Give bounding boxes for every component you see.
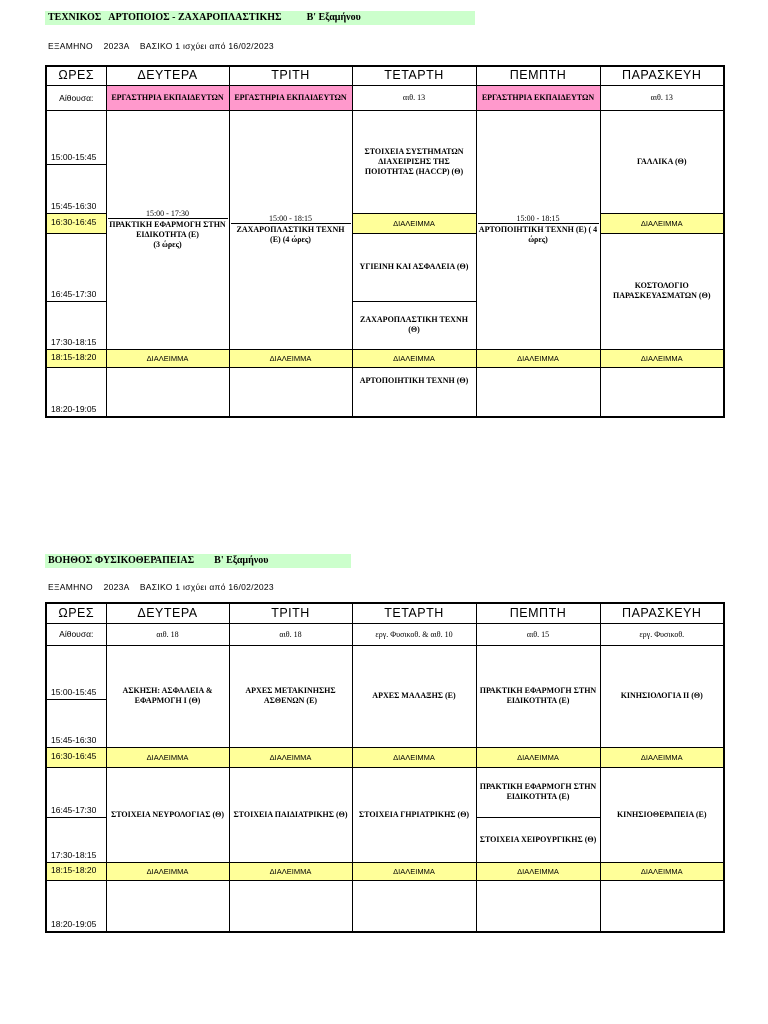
break-cell: ΔΙΑΛΕΙΜΜΑ: [600, 747, 724, 767]
class-cell: ΣΤΟΙΧΕΙΑ ΣΥΣΤΗΜΑΤΩΝ ΔΙΑΧΕΙΡΙΣΗΣ ΤΗΣ ΠΟΙΟΤΗΤΑΣ (HACCP) (Θ): [352, 110, 476, 213]
time-slot: 15:45-16:30: [46, 164, 106, 213]
class-subject: ΖΑΧΑΡΟΠΛΑΣΤΙΚΗ ΤΕΧΝΗ (Ε) (4 ώρες): [236, 225, 345, 244]
class-cell: [106, 110, 229, 349]
break-cell: ΔΙΑΛΕΙΜΜΑ: [106, 747, 229, 767]
time-slot: 16:30-16:45: [46, 747, 106, 767]
class-cell: ΠΡΑΚΤΙΚΗ ΕΦΑΡΜΟΓΗ ΣΤΗΝ ΕΙΔΙΚΟΤΗΤΑ (Ε): [476, 645, 600, 747]
break-cell: ΔΙΑΛΕΙΜΜΑ: [352, 349, 476, 367]
class-cell: ΠΡΑΚΤΙΚΗ ΕΦΑΡΜΟΓΗ ΣΤΗΝ ΕΙΔΙΚΟΤΗΤΑ (Ε): [476, 767, 600, 817]
empty-cell: [106, 367, 229, 417]
room-friday: αιθ. 13: [600, 85, 724, 110]
time-slot: 18:20-19:05: [46, 880, 106, 932]
room-thursday: αιθ. 15: [476, 623, 600, 645]
time-slot: 16:45-17:30: [46, 767, 106, 817]
class-cell: ΑΡΤΟΠΟΙΗΤΙΚΗ ΤΕΧΝΗ (Θ): [352, 367, 476, 417]
empty-cell: [229, 880, 352, 932]
class-subject: ΑΡΤΟΠΟΙΗΤΙΚΗ ΤΕΧΝΗ (Ε) ( 4 ώρες): [478, 225, 598, 244]
room-tuesday: αιθ. 18: [229, 623, 352, 645]
break-cell: ΔΙΑΛΕΙΜΜΑ: [352, 213, 476, 233]
break-cell: ΔΙΑΛΕΙΜΜΑ: [476, 862, 600, 880]
break-cell: ΔΙΑΛΕΙΜΜΑ: [106, 862, 229, 880]
header-monday: ΔΕΥΤΕΡΑ: [106, 603, 229, 623]
class-time: 15:00 - 18:15: [478, 214, 599, 224]
header-thursday: ΠΕΜΠΤΗ: [476, 66, 600, 85]
class-cell: ΣΤΟΙΧΕΙΑ ΝΕΥΡΟΛΟΓΙΑΣ (Θ): [106, 767, 229, 862]
time-slot: 15:00-15:45: [46, 110, 106, 164]
class-cell: [229, 110, 352, 349]
class-cell: ΣΤΟΙΧΕΙΑ ΠΑΙΔΙΑΤΡΙΚΗΣ (Θ): [229, 767, 352, 862]
time-slot: 18:15-18:20: [46, 349, 106, 367]
header-wednesday: ΤΕΤΑΡΤΗ: [352, 66, 476, 85]
room-friday: εργ. Φυσικοθ.: [600, 623, 724, 645]
class-cell: ΣΤΟΙΧΕΙΑ ΓΗΡΙΑΤΡΙΚΗΣ (Θ): [352, 767, 476, 862]
break-cell: ΔΙΑΛΕΙΜΜΑ: [600, 862, 724, 880]
empty-cell: [352, 880, 476, 932]
time-slot: 18:15-18:20: [46, 862, 106, 880]
class-cell: ΑΣΚΗΣΗ: ΑΣΦΑΛΕΙΑ & ΕΦΑΡΜΟΓΗ Ι (Θ): [106, 645, 229, 747]
class-cell: [476, 110, 600, 349]
header-hours: ΩΡΕΣ: [46, 603, 106, 623]
header-wednesday: ΤΕΤΑΡΤΗ: [352, 603, 476, 623]
class-cell: ΖΑΧΑΡΟΠΛΑΣΤΙΚΗ ΤΕΧΝΗ (Θ): [352, 301, 476, 349]
empty-cell: [476, 880, 600, 932]
room-monday: αιθ. 18: [106, 623, 229, 645]
class-cell: ΚΟΣΤΟΛΟΓΙΟ ΠΑΡΑΣΚΕΥΑΣΜΑΤΩΝ (Θ): [600, 233, 724, 349]
timetable-2: [45, 602, 725, 933]
timetable-2-title: ΒΟΗΘΟΣ ΦΥΣΙΚΟΘΕΡΑΠΕΙΑΣ Β' Εξαμήνου: [45, 554, 351, 568]
class-cell: ΑΡΧΕΣ ΜΕΤΑΚΙΝΗΣΗΣ ΑΣΘΕΝΩΝ (Ε): [229, 645, 352, 747]
class-time: 15:00 - 17:30: [108, 209, 228, 219]
break-cell: ΔΙΑΛΕΙΜΜΑ: [229, 747, 352, 767]
class-time: 15:00 - 18:15: [231, 214, 351, 224]
class-subject: ΠΡΑΚΤΙΚΗ ΕΦΑΡΜΟΓΗ ΣΤΗΝ ΕΙΔΙΚΟΤΗΤΑ (Ε): [109, 220, 226, 239]
class-cell: ΣΤΟΙΧΕΙΑ ΧΕΙΡΟΥΡΓΙΚΗΣ (Θ): [476, 817, 600, 862]
timetable-2-subtitle: ΕΞΑΜΗΝΟ 2023Α ΒΑΣΙΚΟ 1 ισχύει από 16/02/2023: [48, 582, 274, 592]
break-cell: ΔΙΑΛΕΙΜΜΑ: [600, 349, 724, 367]
break-cell: ΔΙΑΛΕΙΜΜΑ: [476, 747, 600, 767]
header-hours: ΩΡΕΣ: [46, 66, 106, 85]
break-cell: ΔΙΑΛΕΙΜΜΑ: [106, 349, 229, 367]
empty-cell: [600, 367, 724, 417]
room-wednesday: αιθ. 13: [352, 85, 476, 110]
class-cell: ΥΓΙΕΙΝΗ ΚΑΙ ΑΣΦΑΛΕΙΑ (Θ): [352, 233, 476, 301]
room-label: Αίθουσα:: [46, 85, 106, 110]
timetable-1-title: ΤΕΧΝΙΚΟΣ ΑΡΤΟΠΟΙΟΣ - ΖΑΧΑΡΟΠΛΑΣΤΙΚΗΣ Β' Εξαμήνου: [45, 11, 475, 25]
header-monday: ΔΕΥΤΕΡΑ: [106, 66, 229, 85]
empty-cell: [229, 367, 352, 417]
header-friday: ΠΑΡΑΣΚΕΥΗ: [600, 603, 724, 623]
empty-cell: [600, 880, 724, 932]
break-cell: ΔΙΑΛΕΙΜΜΑ: [600, 213, 724, 233]
time-slot: 16:30-16:45: [46, 213, 106, 233]
class-cell: ΑΡΧΕΣ ΜΑΛΑΞΗΣ (Ε): [352, 645, 476, 747]
time-slot: 18:20-19:05: [46, 367, 106, 417]
room-monday: ΕΡΓΑΣΤΗΡΙΑ ΕΚΠΑΙΔΕΥΤΩΝ: [106, 85, 229, 110]
break-cell: ΔΙΑΛΕΙΜΜΑ: [229, 862, 352, 880]
time-slot: 17:30-18:15: [46, 301, 106, 349]
room-wednesday: εργ. Φυσικοθ. & αιθ. 10: [352, 623, 476, 645]
class-cell: ΚΙΝΗΣΙΟΛΟΓΙΑ ΙΙ (Θ): [600, 645, 724, 747]
header-tuesday: ΤΡΙΤΗ: [229, 603, 352, 623]
time-slot: 16:45-17:30: [46, 233, 106, 301]
break-cell: ΔΙΑΛΕΙΜΜΑ: [352, 747, 476, 767]
timetable-1: [45, 65, 725, 418]
header-tuesday: ΤΡΙΤΗ: [229, 66, 352, 85]
header-friday: ΠΑΡΑΣΚΕΥΗ: [600, 66, 724, 85]
time-slot: 15:45-16:30: [46, 699, 106, 747]
room-label: Αίθουσα:: [46, 623, 106, 645]
class-note: (3 ώρες): [153, 240, 182, 249]
empty-cell: [476, 367, 600, 417]
empty-cell: [106, 880, 229, 932]
break-cell: ΔΙΑΛΕΙΜΜΑ: [476, 349, 600, 367]
class-cell: ΚΙΝΗΣΙΟΘΕΡΑΠΕΙΑ (Ε): [600, 767, 724, 862]
class-cell: ΓΑΛΛΙΚΑ (Θ): [600, 110, 724, 213]
time-slot: 17:30-18:15: [46, 817, 106, 862]
break-cell: ΔΙΑΛΕΙΜΜΑ: [352, 862, 476, 880]
room-tuesday: ΕΡΓΑΣΤΗΡΙΑ ΕΚΠΑΙΔΕΥΤΩΝ: [229, 85, 352, 110]
time-slot: 15:00-15:45: [46, 645, 106, 699]
room-thursday: ΕΡΓΑΣΤΗΡΙΑ ΕΚΠΑΙΔΕΥΤΩΝ: [476, 85, 600, 110]
header-thursday: ΠΕΜΠΤΗ: [476, 603, 600, 623]
timetable-1-subtitle: ΕΞΑΜΗΝΟ 2023Α ΒΑΣΙΚΟ 1 ισχύει από 16/02/2023: [48, 41, 274, 51]
break-cell: ΔΙΑΛΕΙΜΜΑ: [229, 349, 352, 367]
